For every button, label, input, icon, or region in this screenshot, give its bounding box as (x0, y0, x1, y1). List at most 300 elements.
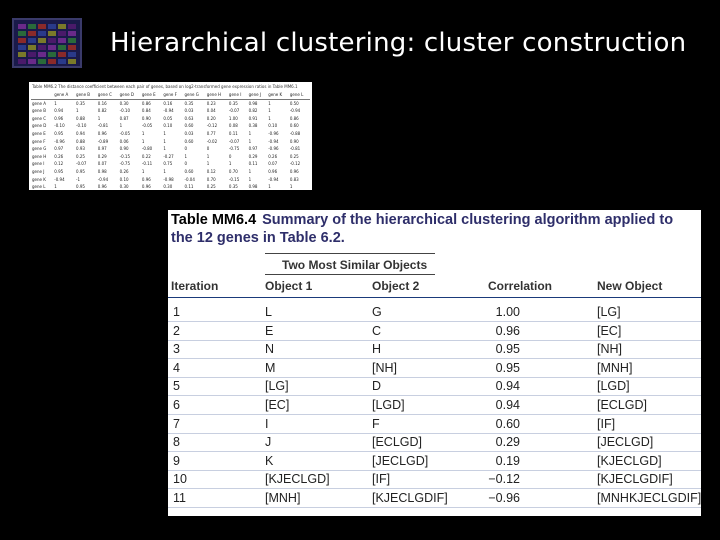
thumbnail-cell: 0.90 (141, 115, 151, 121)
table-row (168, 489, 701, 508)
thumbnail-row (31, 160, 310, 168)
thumbnail-cell: -0.05 (119, 130, 130, 136)
logo-cell (28, 52, 36, 57)
new-object-cell: [ECLGD] (597, 398, 648, 412)
thumbnail-cell: 1 (248, 138, 252, 144)
logo-cell (58, 24, 66, 29)
thumbnail-header-cell (31, 91, 53, 99)
thumbnail-header-cell: gene K (267, 91, 289, 99)
object2-cell: [KJECLGDIF] (372, 491, 448, 505)
table-row (168, 396, 701, 415)
header-rule (168, 297, 701, 298)
logo-cell (18, 59, 26, 64)
thumbnail-cell: 0.84 (141, 108, 151, 114)
thumbnail-cell: 0.30 (119, 100, 129, 106)
logo-cell (68, 31, 76, 36)
table-row (168, 322, 701, 341)
object1-cell: [MNH] (265, 491, 301, 505)
thumbnail-cell: gene D (32, 123, 47, 129)
new-object-cell: [MNH] (597, 360, 633, 375)
group-header-top-rule (265, 253, 435, 254)
correlation-cell: 0.95 (495, 360, 520, 375)
thumbnail-cell: -0.81 (97, 123, 109, 129)
thumbnail-cell: 0.95 (76, 184, 85, 190)
logo-cell (38, 45, 46, 50)
thumbnail-cell: gene J (32, 168, 45, 174)
thumbnail-row (31, 99, 310, 107)
column-header-iteration: Iteration (171, 279, 219, 293)
thumbnail-header-cell: gene C (97, 91, 119, 99)
new-object-cell: [IF] (597, 416, 616, 431)
thumbnail-header-cell: gene L (289, 91, 310, 99)
logo-cell (48, 31, 56, 36)
new-object-cell: [KJECLGDIF] (597, 472, 673, 487)
correlation-cell: 0.60 (495, 416, 520, 431)
thumbnail-cell: 1 (268, 100, 271, 106)
thumbnail-cell: -0.07 (228, 108, 240, 114)
correlation-cell: 0.29 (495, 435, 520, 450)
object2-cell: H (372, 342, 382, 357)
logo-cell (38, 59, 46, 64)
thumbnail-cell: -0.10 (76, 123, 87, 129)
table-row (168, 377, 701, 396)
thumbnail-cell: 0.98 (248, 184, 258, 190)
object2-cell: [LGD] (372, 398, 405, 412)
thumbnail-cell: 0.60 (184, 123, 194, 129)
table-row (168, 433, 701, 452)
thumbnail-cell: 0.12 (206, 168, 216, 174)
thumbnail-cell: gene I (32, 161, 45, 167)
thumbnail-cell: gene C (32, 115, 47, 121)
new-object-cell: [EC] (597, 323, 622, 338)
thumbnail-cell: 0.97 (54, 146, 64, 152)
thumbnail-cell: -0.94 (54, 176, 65, 182)
thumbnail-table (31, 91, 310, 190)
thumbnail-cell: 1 (268, 184, 271, 190)
thumbnail-cell: 0.98 (248, 100, 258, 106)
new-object-cell: [JECLGD] (597, 435, 654, 450)
thumbnail-cell: -0.12 (206, 123, 218, 129)
logo-cell (38, 52, 46, 57)
thumbnail-cell: 0.26 (119, 168, 129, 174)
thumbnail-cell: 1.00 (228, 115, 238, 121)
thumbnail-cell: 0.93 (76, 146, 85, 152)
thumbnail-cell: 0.82 (97, 108, 107, 114)
thumbnail-cell: 0 (206, 146, 210, 152)
thumbnail-cell: -0.07 (76, 161, 87, 167)
thumbnail-cell: gene K (32, 176, 46, 182)
thumbnail-cell: 0.86 (141, 100, 151, 106)
iteration-cell: 4 (173, 360, 180, 375)
thumbnail-cell: 0.82 (248, 108, 258, 114)
logo-cell (18, 45, 26, 50)
thumbnail-cell: 1 (163, 138, 166, 144)
thumbnail-cell: -0.27 (163, 153, 174, 159)
thumbnail-cell: 0.04 (206, 108, 216, 114)
thumbnail-cell: -0.15 (228, 176, 240, 182)
thumbnail-cell: 1 (248, 130, 252, 136)
thumbnail-cell: 0.96 (141, 176, 151, 182)
thumbnail-cell: 0.87 (119, 115, 129, 121)
thumbnail-cell: 1 (206, 153, 210, 159)
thumbnail-cell: 0.35 (228, 184, 238, 190)
logo-cell (68, 52, 76, 57)
thumbnail-cell: -0.89 (97, 138, 109, 144)
logo-cell (48, 59, 56, 64)
thumbnail-header-cell: gene J (248, 91, 268, 99)
thumbnail-cell: 0.10 (268, 123, 278, 129)
iteration-cell: 3 (173, 342, 180, 357)
thumbnail-cell: 0.88 (76, 115, 85, 121)
thumbnail-cell: 0.30 (163, 184, 173, 190)
thumbnail-cell: 0.83 (289, 176, 299, 182)
thumbnail-cell: 0.16 (163, 100, 173, 106)
thumbnail-cell: gene H (32, 153, 47, 159)
thumbnail-cell: 0.11 (248, 161, 258, 167)
thumbnail-cell: -0.07 (228, 138, 240, 144)
table-row (168, 303, 701, 322)
object1-cell: J (265, 435, 272, 450)
thumbnail-cell: -0.02 (206, 138, 218, 144)
logo-cell (58, 38, 66, 43)
group-header-bottom-rule (265, 274, 435, 275)
thumbnail-cell: -0.04 (184, 176, 195, 182)
logo-cell (68, 45, 76, 50)
new-object-cell: [MNHKJECLGDIF] (597, 491, 701, 505)
logo-cell (58, 45, 66, 50)
thumbnail-row (31, 115, 310, 123)
thumbnail-cell: -0.10 (119, 108, 130, 114)
logo-cell (38, 31, 46, 36)
thumbnail-cell: 0.25 (206, 184, 216, 190)
object2-cell: C (372, 323, 382, 338)
thumbnail-cell: 1 (268, 108, 271, 114)
thumbnail-caption: Table MM6.2 The distance coefficient between each pair of genes, based on log2-transformed gene expression ratios in Table MM6.1 (32, 84, 298, 89)
thumbnail-cell: 0.50 (289, 100, 299, 106)
new-object-cell: [KJECLGD] (597, 453, 662, 468)
thumbnail-cell: 0.16 (97, 100, 107, 106)
logo-cell (28, 45, 36, 50)
logo-cell (68, 59, 76, 64)
thumbnail-cell: gene G (32, 146, 47, 152)
thumbnail-header-cell: gene G (184, 91, 206, 99)
object1-cell: N (265, 342, 275, 357)
thumbnail-cell: 0.70 (228, 168, 238, 174)
thumbnail-row (31, 145, 310, 153)
logo-cell (48, 45, 56, 50)
thumbnail-cell: 1 (206, 161, 210, 167)
thumbnail-cell: gene L (32, 184, 46, 190)
thumbnail-cell: -0.11 (141, 161, 153, 167)
table-caption-text: Summary of the hierarchical clustering algorithm applied to the 12 genes in Table 6.2. (171, 212, 674, 246)
logo-cell (18, 38, 26, 43)
slide-title: Hierarchical clustering: cluster construction (110, 28, 687, 58)
thumbnail-row (31, 168, 310, 176)
logo-cell (28, 31, 36, 36)
logo-cell (48, 52, 56, 57)
object2-cell: F (372, 416, 380, 431)
logo-cell (28, 38, 36, 43)
correlation-cell: −0.12 (488, 472, 520, 487)
thumbnail-cell: -0.75 (119, 161, 130, 167)
object2-cell: [NH] (372, 360, 397, 375)
thumbnail-cell: 0.96 (97, 184, 107, 190)
thumbnail-cell: 0.26 (268, 153, 278, 159)
thumbnail-cell: 0.20 (206, 115, 216, 121)
iteration-cell: 10 (173, 472, 187, 487)
thumbnail-cell: 0.07 (268, 161, 278, 167)
thumbnail-cell: 0.88 (76, 138, 85, 144)
thumbnail-cell: -0.94 (268, 176, 279, 182)
thumbnail-cell: 0.25 (76, 153, 85, 159)
thumbnail-cell: 0.03 (184, 130, 194, 136)
logo-cell (68, 24, 76, 29)
thumbnail-cell: 1 (97, 115, 101, 121)
thumbnail-row (31, 153, 310, 161)
thumbnail-cell: gene B (32, 108, 47, 114)
table-row (168, 359, 701, 378)
thumbnail-cell: -0.96 (268, 146, 279, 152)
object2-cell: D (372, 379, 382, 394)
thumbnail-cell: 0.10 (163, 123, 173, 129)
thumbnail-cell: 0.10 (119, 176, 129, 182)
object1-cell: K (265, 453, 274, 468)
column-header-correlation: Correlation (488, 279, 553, 293)
table-number: Table MM6.4 (171, 212, 257, 228)
thumbnail-cell: 1 (141, 138, 145, 144)
logo-cell (68, 38, 76, 43)
table-row (168, 415, 701, 434)
group-header: Two Most Similar Objects (282, 258, 428, 272)
thumbnail-cell: 1 (289, 184, 293, 190)
correlation-cell: 0.95 (495, 342, 520, 357)
table-caption (171, 211, 691, 247)
object1-cell: [KJECLGD] (265, 472, 330, 487)
thumbnail-cell: 1 (54, 100, 57, 106)
thumbnail-cell: 0.60 (289, 123, 299, 129)
thumbnail-cell: gene A (32, 100, 47, 106)
iteration-cell: 2 (173, 323, 180, 338)
thumbnail-row (31, 130, 310, 138)
thumbnail-header-cell: gene E (141, 91, 162, 99)
iteration-cell: 7 (173, 416, 180, 431)
thumbnail-row (31, 107, 310, 115)
thumbnail-cell: 0 (184, 161, 188, 167)
column-header-new-object: New Object (597, 279, 663, 293)
thumbnail-row (31, 176, 310, 184)
university-logo (12, 18, 82, 68)
thumbnail-cell: 0.77 (206, 130, 216, 136)
thumbnail-cell: 0.70 (206, 176, 216, 182)
thumbnail-cell: -0.75 (228, 146, 240, 152)
logo-cell (48, 38, 56, 43)
column-header-object1: Object 1 (265, 279, 313, 293)
thumbnail-cell: 0.94 (54, 108, 64, 114)
thumbnail-cell: -0.96 (54, 138, 65, 144)
object1-cell: M (265, 360, 276, 375)
thumbnail-cell: 0.96 (141, 184, 151, 190)
thumbnail-cell: 0.22 (141, 153, 151, 159)
object2-cell: [IF] (372, 472, 391, 487)
iteration-cell: 1 (173, 305, 180, 319)
thumbnail-cell: 1 (163, 146, 166, 152)
logo-cell (28, 24, 36, 29)
thumbnail-cell: -0.96 (268, 130, 279, 136)
thumbnail-cell: 0.95 (54, 168, 64, 174)
thumbnail-cell: 0.23 (206, 100, 216, 106)
logo-cell (58, 59, 66, 64)
thumbnail-cell: 0 (184, 146, 188, 152)
thumbnail-cell: -0.94 (268, 138, 279, 144)
thumbnail-cell: 0.07 (97, 161, 107, 167)
thumbnail-cell: -0.81 (289, 146, 301, 152)
thumbnail-row (31, 183, 310, 190)
correlation-cell: 0.96 (495, 323, 520, 338)
thumbnail-cell: 1 (268, 115, 271, 121)
thumbnail-cell: 0.90 (119, 146, 129, 152)
thumbnail-cell: 1 (141, 168, 145, 174)
thumbnail-cell: 1 (248, 168, 252, 174)
thumbnail-cell: 0.11 (184, 184, 194, 190)
thumbnail-cell: 0.11 (228, 130, 238, 136)
thumbnail-cell: gene E (32, 130, 46, 136)
logo-cell (48, 24, 56, 29)
thumbnail-header-cell: gene F (162, 91, 183, 99)
thumbnail-cell: 0.96 (268, 168, 278, 174)
thumbnail-cell: 0.35 (228, 100, 238, 106)
thumbnail-cell: 1 (54, 184, 57, 190)
table-row (168, 452, 701, 471)
thumbnail-cell: -0.10 (54, 123, 65, 129)
thumbnail-cell: 0.06 (119, 138, 129, 144)
thumbnail-cell: 1 (119, 123, 123, 129)
thumbnail-cell: 0.26 (54, 153, 64, 159)
iteration-cell: 9 (173, 453, 180, 468)
thumbnail-header-cell: gene I (228, 91, 248, 99)
thumbnail-cell: 0.94 (76, 130, 85, 136)
thumbnail-cell: 0.03 (184, 108, 194, 114)
thumbnail-cell: 0.95 (76, 168, 85, 174)
thumbnail-cell: -0.12 (289, 161, 301, 167)
thumbnail-cell: -1 (76, 176, 81, 182)
thumbnail-cell: 1 (228, 161, 232, 167)
thumbnail-cell: 1 (141, 130, 145, 136)
object1-cell: L (265, 305, 272, 319)
new-object-cell: [LGD] (597, 379, 630, 394)
distance-table-thumbnail (29, 82, 312, 190)
object1-cell: I (265, 416, 269, 431)
thumbnail-cell: 0 (228, 153, 232, 159)
iteration-cell: 5 (173, 379, 180, 394)
thumbnail-cell: 0.08 (228, 123, 238, 129)
thumbnail-cell: 0.96 (54, 115, 64, 121)
thumbnail-row (31, 138, 310, 146)
logo-cell (38, 38, 46, 43)
object1-cell: [EC] (265, 398, 290, 412)
correlation-cell: 0.94 (495, 379, 520, 394)
object2-cell: [JECLGD] (372, 453, 429, 468)
correlation-cell: −0.96 (488, 491, 520, 505)
thumbnail-cell: -0.15 (119, 153, 130, 159)
correlation-cell: 0.19 (495, 453, 520, 468)
thumbnail-header-cell: gene A (53, 91, 75, 99)
thumbnail-cell: -0.88 (289, 130, 301, 136)
thumbnail-cell: 0.29 (248, 153, 258, 159)
thumbnail-cell: 0.75 (163, 161, 173, 167)
thumbnail-cell: 0.95 (54, 130, 64, 136)
thumbnail-cell: -0.98 (163, 176, 174, 182)
object2-cell: G (372, 305, 382, 319)
thumbnail-cell: 0.25 (289, 153, 299, 159)
thumbnail-cell: 0.90 (289, 138, 299, 144)
thumbnail-cell: 0.30 (119, 184, 129, 190)
thumbnail-cell: 0.63 (184, 115, 194, 121)
logo-cell (58, 31, 66, 36)
logo-cell (58, 52, 66, 57)
iteration-cell: 6 (173, 398, 180, 412)
thumbnail-cell: -0.94 (163, 108, 174, 114)
column-header-object2: Object 2 (372, 279, 420, 293)
thumbnail-cell: 0.60 (184, 168, 194, 174)
new-object-cell: [LG] (597, 305, 621, 319)
thumbnail-cell: 0.97 (248, 146, 258, 152)
thumbnail-row (31, 122, 310, 130)
logo-cell (18, 31, 26, 36)
thumbnail-cell: 1 (76, 108, 79, 114)
thumbnail-cell: 0.97 (97, 146, 107, 152)
logo-cell (38, 24, 46, 29)
logo-cell (28, 59, 36, 64)
thumbnail-header-cell: gene B (75, 91, 97, 99)
thumbnail-cell: 1 (184, 153, 188, 159)
thumbnail-cell: -0.05 (141, 123, 153, 129)
thumbnail-cell: 0.96 (97, 130, 107, 136)
object1-cell: E (265, 323, 274, 338)
thumbnail-cell: 0.91 (248, 115, 258, 121)
thumbnail-cell: 0.35 (76, 100, 85, 106)
table-row (168, 470, 701, 489)
thumbnail-cell: 1 (163, 130, 166, 136)
thumbnail-cell: 0.60 (184, 138, 194, 144)
iteration-cell: 11 (173, 491, 186, 505)
object2-cell: [ECLGD] (372, 435, 423, 450)
object1-cell: [LG] (265, 379, 289, 394)
thumbnail-cell: 1 (248, 176, 252, 182)
table-row (168, 340, 701, 359)
thumbnail-cell: 0.96 (289, 168, 299, 174)
thumbnail-cell: 0.35 (184, 100, 194, 106)
thumbnail-cell: gene F (32, 138, 46, 144)
clustering-summary-table (168, 210, 701, 516)
correlation-cell: 0.94 (495, 398, 520, 412)
new-object-cell: [NH] (597, 342, 622, 357)
thumbnail-header-cell: gene D (119, 91, 141, 99)
thumbnail-cell: 0.98 (97, 168, 107, 174)
logo-cell (18, 24, 26, 29)
iteration-cell: 8 (173, 435, 180, 450)
correlation-cell: 1.00 (495, 305, 520, 319)
thumbnail-cell: 0.29 (97, 153, 107, 159)
thumbnail-cell: 0.38 (248, 123, 258, 129)
thumbnail-cell: -0.94 (289, 108, 301, 114)
thumbnail-cell: 0.05 (163, 115, 173, 121)
thumbnail-cell: 1 (163, 168, 166, 174)
thumbnail-cell: 0.12 (54, 161, 64, 167)
thumbnail-cell: -0.94 (97, 176, 109, 182)
thumbnail-cell: 0.86 (289, 115, 299, 121)
thumbnail-header-cell: gene H (206, 91, 228, 99)
logo-cell (18, 52, 26, 57)
